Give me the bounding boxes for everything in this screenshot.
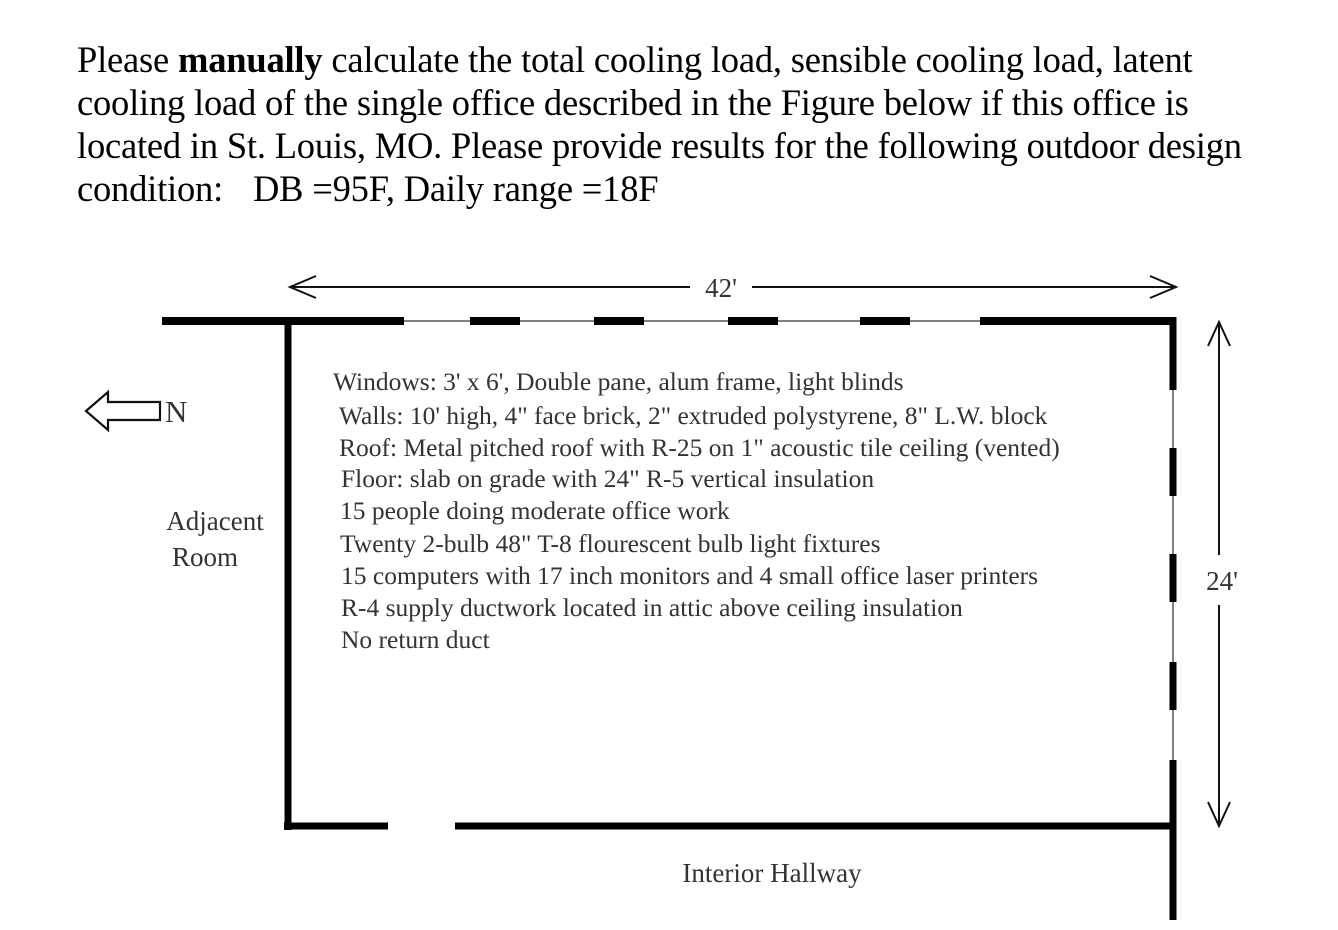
spec-windows: Windows: 3' x 6', Double pane, alum frame, light blinds	[333, 367, 904, 396]
adjacent-room-label-line2: Room	[171, 542, 239, 572]
north-arrow-icon	[86, 392, 160, 430]
problem-line-3: located in St. Louis, MO. Please provide results for the following outdoor design	[77, 125, 1242, 166]
spec-floor: Floor: slab on grade with 24" R-5 vertical insulation	[341, 464, 875, 493]
hallway-label: Interior Hallway	[682, 858, 862, 888]
width-dimension-label: 42'	[705, 273, 737, 303]
spec-ductwork: R-4 supply ductwork located in attic above ceiling insulation	[341, 593, 963, 622]
spec-return-duct: No return duct	[341, 625, 490, 654]
design-condition: DB =95F, Daily range =18F	[253, 168, 659, 209]
spec-roof: Roof: Metal pitched roof with R-25 on 1" acoustic tile ceiling (vented)	[339, 433, 1060, 462]
emphasis-manually: manually	[177, 39, 323, 80]
spec-equipment: 15 computers with 17 inch monitors and 4 small office laser printers	[341, 561, 1039, 590]
office-specifications	[333, 367, 1060, 654]
problem-line-1: Please manually calculate the total cooling load, sensible cooling load, latent	[77, 39, 1193, 80]
north-arrow	[86, 392, 187, 430]
adjacent-room-label-line1: Adjacent	[166, 506, 264, 536]
spec-walls: Walls: 10' high, 4" face brick, 2" extruded polystyrene, 8" L.W. block	[339, 401, 1048, 430]
spec-people: 15 people doing moderate office work	[340, 496, 730, 525]
depth-dimension-label: 24'	[1206, 566, 1238, 596]
problem-line-2: cooling load of the single office described in the Figure below if this office is	[77, 82, 1189, 123]
condition-label: condition:	[77, 168, 224, 209]
north-label: N	[165, 394, 188, 429]
spec-lighting: Twenty 2-bulb 48" T-8 flourescent bulb light fixtures	[340, 529, 881, 558]
